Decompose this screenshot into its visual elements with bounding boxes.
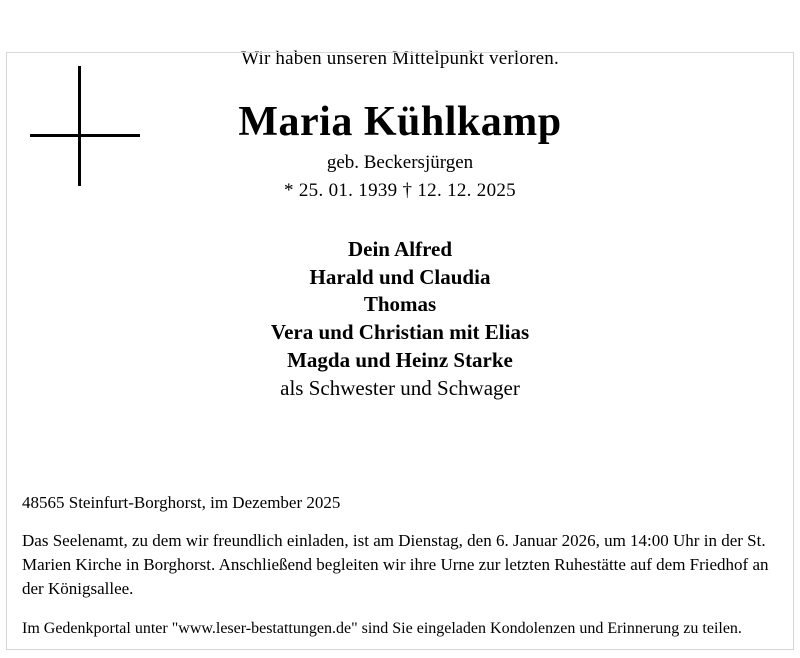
deceased-name: Maria Kühlkamp: [238, 99, 562, 145]
birth-death-dates: * 25. 01. 1939 † 12. 12. 2025: [284, 180, 516, 201]
cross-horizontal-bar: [30, 134, 140, 137]
motto-text: Wir haben unseren Mittelpunkt verloren.: [241, 48, 559, 69]
list-item: Thomas: [363, 292, 437, 317]
cross-vertical-bar: [78, 66, 81, 186]
list-item: Magda und Heinz Starke: [287, 347, 513, 372]
list-item: Harald und Claudia: [309, 264, 491, 289]
memorial-portal-note: Im Gedenkportal unter "www.leser-bestattungen.de" sind Sie eingeladen Kondolenzen und Erinnerung zu teilen.: [22, 619, 742, 637]
list-item: Dein Alfred: [347, 237, 453, 261]
place-and-date: 48565 Steinfurt-Borghorst, im Dezember 2025: [22, 493, 341, 513]
service-details: Das Seelenamt, zu dem wir freundlich einladen, ist am Dienstag, den 6. Januar 2026, um 14:00 Uhr in der St. Marien Kirche in Borghorst. Anschließend begleiten wir ihre Urne zur letzten Ruhestätte auf dem Friedhof an der Königsallee.: [22, 531, 769, 599]
cross-icon: [30, 66, 140, 186]
list-item: Vera und Christian mit Elias: [270, 320, 530, 345]
maiden-name: geb. Beckersjürgen: [326, 152, 474, 173]
notice-footer: [22, 493, 778, 640]
relation-text: als Schwester und Schwager: [280, 375, 520, 400]
obituary-notice: [0, 48, 800, 658]
